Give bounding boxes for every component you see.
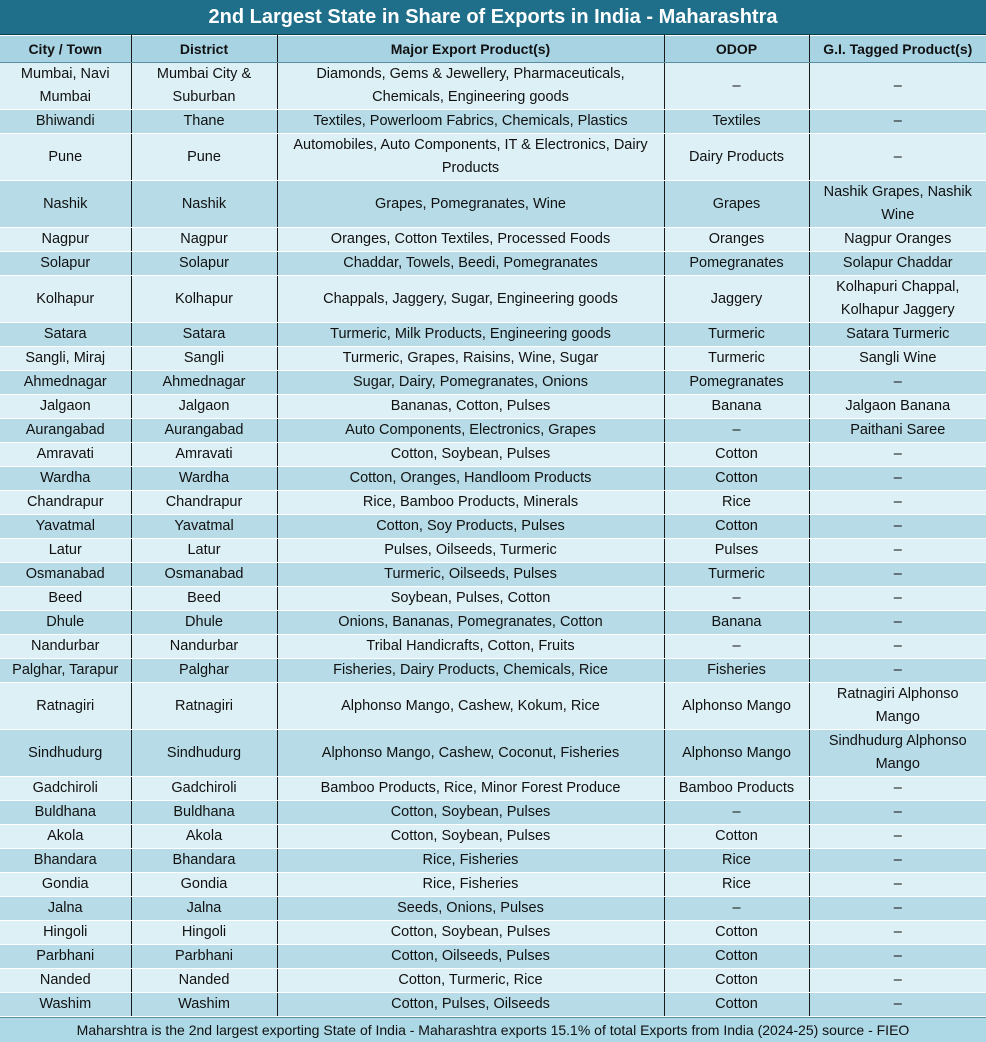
exports-table	[0, 35, 986, 1017]
odop-cell: Cotton	[664, 467, 809, 491]
export-products-cell: Cotton, Oranges, Handloom Products	[277, 467, 664, 491]
table-row	[0, 897, 986, 921]
odop-cell: –	[664, 801, 809, 825]
odop-cell: Pomegranates	[664, 252, 809, 276]
gi-tagged-cell: –	[809, 945, 986, 969]
odop-cell: Turmeric	[664, 347, 809, 371]
table-row	[0, 730, 986, 777]
export-products-cell: Sugar, Dairy, Pomegranates, Onions	[277, 371, 664, 395]
odop-cell: Textiles	[664, 110, 809, 134]
district-cell: Bhandara	[131, 849, 277, 873]
odop-cell: Banana	[664, 611, 809, 635]
table-row	[0, 683, 986, 730]
table-row	[0, 63, 986, 110]
column-header-gi-tagged: G.I. Tagged Product(s)	[809, 36, 986, 63]
table-header-row	[0, 36, 986, 63]
city-cell: Amravati	[0, 443, 131, 467]
gi-tagged-cell: Sangli Wine	[809, 347, 986, 371]
odop-cell: Rice	[664, 491, 809, 515]
gi-tagged-cell: –	[809, 491, 986, 515]
city-cell: Dhule	[0, 611, 131, 635]
odop-cell: Banana	[664, 395, 809, 419]
export-products-cell: Diamonds, Gems & Jewellery, Pharmaceuticals, Chemicals, Engineering goods	[277, 63, 664, 110]
export-products-cell: Chaddar, Towels, Beedi, Pomegranates	[277, 252, 664, 276]
odop-cell: Alphonso Mango	[664, 730, 809, 777]
export-products-cell: Rice, Bamboo Products, Minerals	[277, 491, 664, 515]
export-products-cell: Bananas, Cotton, Pulses	[277, 395, 664, 419]
column-header-city: City / Town	[0, 36, 131, 63]
odop-cell: Cotton	[664, 515, 809, 539]
gi-tagged-cell: Solapur Chaddar	[809, 252, 986, 276]
export-products-cell: Cotton, Turmeric, Rice	[277, 969, 664, 993]
gi-tagged-cell: –	[809, 587, 986, 611]
district-cell: Yavatmal	[131, 515, 277, 539]
export-products-cell: Rice, Fisheries	[277, 873, 664, 897]
export-products-cell: Seeds, Onions, Pulses	[277, 897, 664, 921]
city-cell: Mumbai, Navi Mumbai	[0, 63, 131, 110]
export-products-cell: Cotton, Soybean, Pulses	[277, 801, 664, 825]
city-cell: Sangli, Miraj	[0, 347, 131, 371]
table-row	[0, 371, 986, 395]
district-cell: Thane	[131, 110, 277, 134]
export-products-cell: Cotton, Soybean, Pulses	[277, 921, 664, 945]
city-cell: Gadchiroli	[0, 777, 131, 801]
odop-cell: –	[664, 63, 809, 110]
district-cell: Akola	[131, 825, 277, 849]
district-cell: Satara	[131, 323, 277, 347]
district-cell: Palghar	[131, 659, 277, 683]
city-cell: Solapur	[0, 252, 131, 276]
district-cell: Sangli	[131, 347, 277, 371]
gi-tagged-cell: –	[809, 443, 986, 467]
district-cell: Nagpur	[131, 228, 277, 252]
export-products-cell: Bamboo Products, Rice, Minor Forest Produce	[277, 777, 664, 801]
city-cell: Pune	[0, 134, 131, 181]
district-cell: Nashik	[131, 181, 277, 228]
odop-cell: Cotton	[664, 921, 809, 945]
table-row	[0, 276, 986, 323]
city-cell: Akola	[0, 825, 131, 849]
city-cell: Hingoli	[0, 921, 131, 945]
district-cell: Osmanabad	[131, 563, 277, 587]
district-cell: Jalna	[131, 897, 277, 921]
gi-tagged-cell: –	[809, 825, 986, 849]
table-row	[0, 825, 986, 849]
export-products-cell: Cotton, Soybean, Pulses	[277, 825, 664, 849]
odop-cell: Pulses	[664, 539, 809, 563]
gi-tagged-cell: –	[809, 993, 986, 1017]
odop-cell: Dairy Products	[664, 134, 809, 181]
district-cell: Nandurbar	[131, 635, 277, 659]
table-row	[0, 587, 986, 611]
table-row	[0, 228, 986, 252]
city-cell: Ratnagiri	[0, 683, 131, 730]
table-row	[0, 323, 986, 347]
odop-cell: Turmeric	[664, 563, 809, 587]
table-row	[0, 134, 986, 181]
city-cell: Nanded	[0, 969, 131, 993]
gi-tagged-cell: –	[809, 539, 986, 563]
city-cell: Palghar, Tarapur	[0, 659, 131, 683]
page-title: 2nd Largest State in Share of Exports in India - Maharashtra	[0, 0, 986, 35]
city-cell: Nagpur	[0, 228, 131, 252]
export-products-cell: Cotton, Soybean, Pulses	[277, 443, 664, 467]
city-cell: Latur	[0, 539, 131, 563]
city-cell: Bhandara	[0, 849, 131, 873]
odop-cell: Cotton	[664, 825, 809, 849]
table-body	[0, 63, 986, 1017]
export-products-cell: Cotton, Pulses, Oilseeds	[277, 993, 664, 1017]
gi-tagged-cell: –	[809, 563, 986, 587]
export-products-cell: Turmeric, Grapes, Raisins, Wine, Sugar	[277, 347, 664, 371]
gi-tagged-cell: –	[809, 873, 986, 897]
city-cell: Buldhana	[0, 801, 131, 825]
export-products-cell: Fisheries, Dairy Products, Chemicals, Rice	[277, 659, 664, 683]
table-row	[0, 849, 986, 873]
odop-cell: Cotton	[664, 969, 809, 993]
city-cell: Gondia	[0, 873, 131, 897]
gi-tagged-cell: –	[809, 63, 986, 110]
gi-tagged-cell: –	[809, 921, 986, 945]
district-cell: Washim	[131, 993, 277, 1017]
city-cell: Kolhapur	[0, 276, 131, 323]
table-row	[0, 252, 986, 276]
gi-tagged-cell: Nagpur Oranges	[809, 228, 986, 252]
odop-cell: –	[664, 419, 809, 443]
district-cell: Beed	[131, 587, 277, 611]
district-cell: Pune	[131, 134, 277, 181]
district-cell: Hingoli	[131, 921, 277, 945]
odop-cell: Cotton	[664, 993, 809, 1017]
city-cell: Wardha	[0, 467, 131, 491]
district-cell: Buldhana	[131, 801, 277, 825]
export-products-cell: Chappals, Jaggery, Sugar, Engineering goods	[277, 276, 664, 323]
gi-tagged-cell: –	[809, 801, 986, 825]
odop-cell: Rice	[664, 849, 809, 873]
district-cell: Parbhani	[131, 945, 277, 969]
city-cell: Bhiwandi	[0, 110, 131, 134]
table-row	[0, 395, 986, 419]
city-cell: Aurangabad	[0, 419, 131, 443]
export-products-cell: Pulses, Oilseeds, Turmeric	[277, 539, 664, 563]
export-products-cell: Alphonso Mango, Cashew, Coconut, Fisheries	[277, 730, 664, 777]
city-cell: Jalna	[0, 897, 131, 921]
table-row	[0, 611, 986, 635]
gi-tagged-cell: Jalgaon Banana	[809, 395, 986, 419]
odop-cell: –	[664, 897, 809, 921]
gi-tagged-cell: –	[809, 969, 986, 993]
export-products-cell: Onions, Bananas, Pomegranates, Cotton	[277, 611, 664, 635]
district-cell: Chandrapur	[131, 491, 277, 515]
gi-tagged-cell: Sindhudurg Alphonso Mango	[809, 730, 986, 777]
gi-tagged-cell: –	[809, 371, 986, 395]
gi-tagged-cell: –	[809, 635, 986, 659]
column-header-export-products: Major Export Product(s)	[277, 36, 664, 63]
district-cell: Amravati	[131, 443, 277, 467]
gi-tagged-cell: –	[809, 849, 986, 873]
gi-tagged-cell: –	[809, 611, 986, 635]
table-row	[0, 491, 986, 515]
district-cell: Solapur	[131, 252, 277, 276]
city-cell: Jalgaon	[0, 395, 131, 419]
city-cell: Nandurbar	[0, 635, 131, 659]
export-products-cell: Textiles, Powerloom Fabrics, Chemicals, Plastics	[277, 110, 664, 134]
odop-cell: Rice	[664, 873, 809, 897]
gi-tagged-cell: Satara Turmeric	[809, 323, 986, 347]
export-products-cell: Cotton, Oilseeds, Pulses	[277, 945, 664, 969]
gi-tagged-cell: –	[809, 467, 986, 491]
gi-tagged-cell: –	[809, 134, 986, 181]
table-row	[0, 539, 986, 563]
district-cell: Dhule	[131, 611, 277, 635]
column-header-district: District	[131, 36, 277, 63]
city-cell: Chandrapur	[0, 491, 131, 515]
table-row	[0, 659, 986, 683]
gi-tagged-cell: –	[809, 515, 986, 539]
odop-cell: Cotton	[664, 945, 809, 969]
district-cell: Ahmednagar	[131, 371, 277, 395]
district-cell: Aurangabad	[131, 419, 277, 443]
city-cell: Parbhani	[0, 945, 131, 969]
city-cell: Beed	[0, 587, 131, 611]
city-cell: Ahmednagar	[0, 371, 131, 395]
district-cell: Wardha	[131, 467, 277, 491]
table-row	[0, 777, 986, 801]
city-cell: Washim	[0, 993, 131, 1017]
district-cell: Mumbai City & Suburban	[131, 63, 277, 110]
export-products-cell: Automobiles, Auto Components, IT & Electronics, Dairy Products	[277, 134, 664, 181]
odop-cell: Bamboo Products	[664, 777, 809, 801]
export-products-cell: Turmeric, Oilseeds, Pulses	[277, 563, 664, 587]
export-products-cell: Oranges, Cotton Textiles, Processed Foods	[277, 228, 664, 252]
district-cell: Gadchiroli	[131, 777, 277, 801]
gi-tagged-cell: Nashik Grapes, Nashik Wine	[809, 181, 986, 228]
table-row	[0, 443, 986, 467]
export-products-cell: Alphonso Mango, Cashew, Kokum, Rice	[277, 683, 664, 730]
table-row	[0, 419, 986, 443]
table-row	[0, 347, 986, 371]
city-cell: Sindhudurg	[0, 730, 131, 777]
district-cell: Ratnagiri	[131, 683, 277, 730]
city-cell: Osmanabad	[0, 563, 131, 587]
gi-tagged-cell: –	[809, 659, 986, 683]
odop-cell: Fisheries	[664, 659, 809, 683]
table-row	[0, 467, 986, 491]
table-row	[0, 921, 986, 945]
table-row	[0, 110, 986, 134]
city-cell: Nashik	[0, 181, 131, 228]
gi-tagged-cell: Kolhapuri Chappal, Kolhapur Jaggery	[809, 276, 986, 323]
table-row	[0, 563, 986, 587]
odop-cell: Cotton	[664, 443, 809, 467]
gi-tagged-cell: Paithani Saree	[809, 419, 986, 443]
odop-cell: –	[664, 635, 809, 659]
export-products-cell: Turmeric, Milk Products, Engineering goods	[277, 323, 664, 347]
district-cell: Jalgaon	[131, 395, 277, 419]
export-products-cell: Cotton, Soy Products, Pulses	[277, 515, 664, 539]
table-row	[0, 515, 986, 539]
export-products-cell: Rice, Fisheries	[277, 849, 664, 873]
table-row	[0, 873, 986, 897]
gi-tagged-cell: –	[809, 110, 986, 134]
odop-cell: Turmeric	[664, 323, 809, 347]
district-cell: Kolhapur	[131, 276, 277, 323]
table-row	[0, 969, 986, 993]
odop-cell: Pomegranates	[664, 371, 809, 395]
gi-tagged-cell: –	[809, 897, 986, 921]
gi-tagged-cell: –	[809, 777, 986, 801]
table-row	[0, 801, 986, 825]
city-cell: Satara	[0, 323, 131, 347]
gi-tagged-cell: Ratnagiri Alphonso Mango	[809, 683, 986, 730]
table-row	[0, 945, 986, 969]
column-header-odop: ODOP	[664, 36, 809, 63]
table-row	[0, 181, 986, 228]
table-row	[0, 993, 986, 1017]
district-cell: Sindhudurg	[131, 730, 277, 777]
export-products-cell: Soybean, Pulses, Cotton	[277, 587, 664, 611]
district-cell: Nanded	[131, 969, 277, 993]
district-cell: Gondia	[131, 873, 277, 897]
city-cell: Yavatmal	[0, 515, 131, 539]
export-products-cell: Auto Components, Electronics, Grapes	[277, 419, 664, 443]
odop-cell: –	[664, 587, 809, 611]
export-products-cell: Grapes, Pomegranates, Wine	[277, 181, 664, 228]
footer-note: Maharshtra is the 2nd largest exporting State of India - Maharashtra exports 15.1% of total Exports from India (2024-25) source - FIEO	[0, 1017, 986, 1042]
export-products-cell: Tribal Handicrafts, Cotton, Fruits	[277, 635, 664, 659]
table-row	[0, 635, 986, 659]
odop-cell: Jaggery	[664, 276, 809, 323]
odop-cell: Grapes	[664, 181, 809, 228]
district-cell: Latur	[131, 539, 277, 563]
odop-cell: Alphonso Mango	[664, 683, 809, 730]
odop-cell: Oranges	[664, 228, 809, 252]
